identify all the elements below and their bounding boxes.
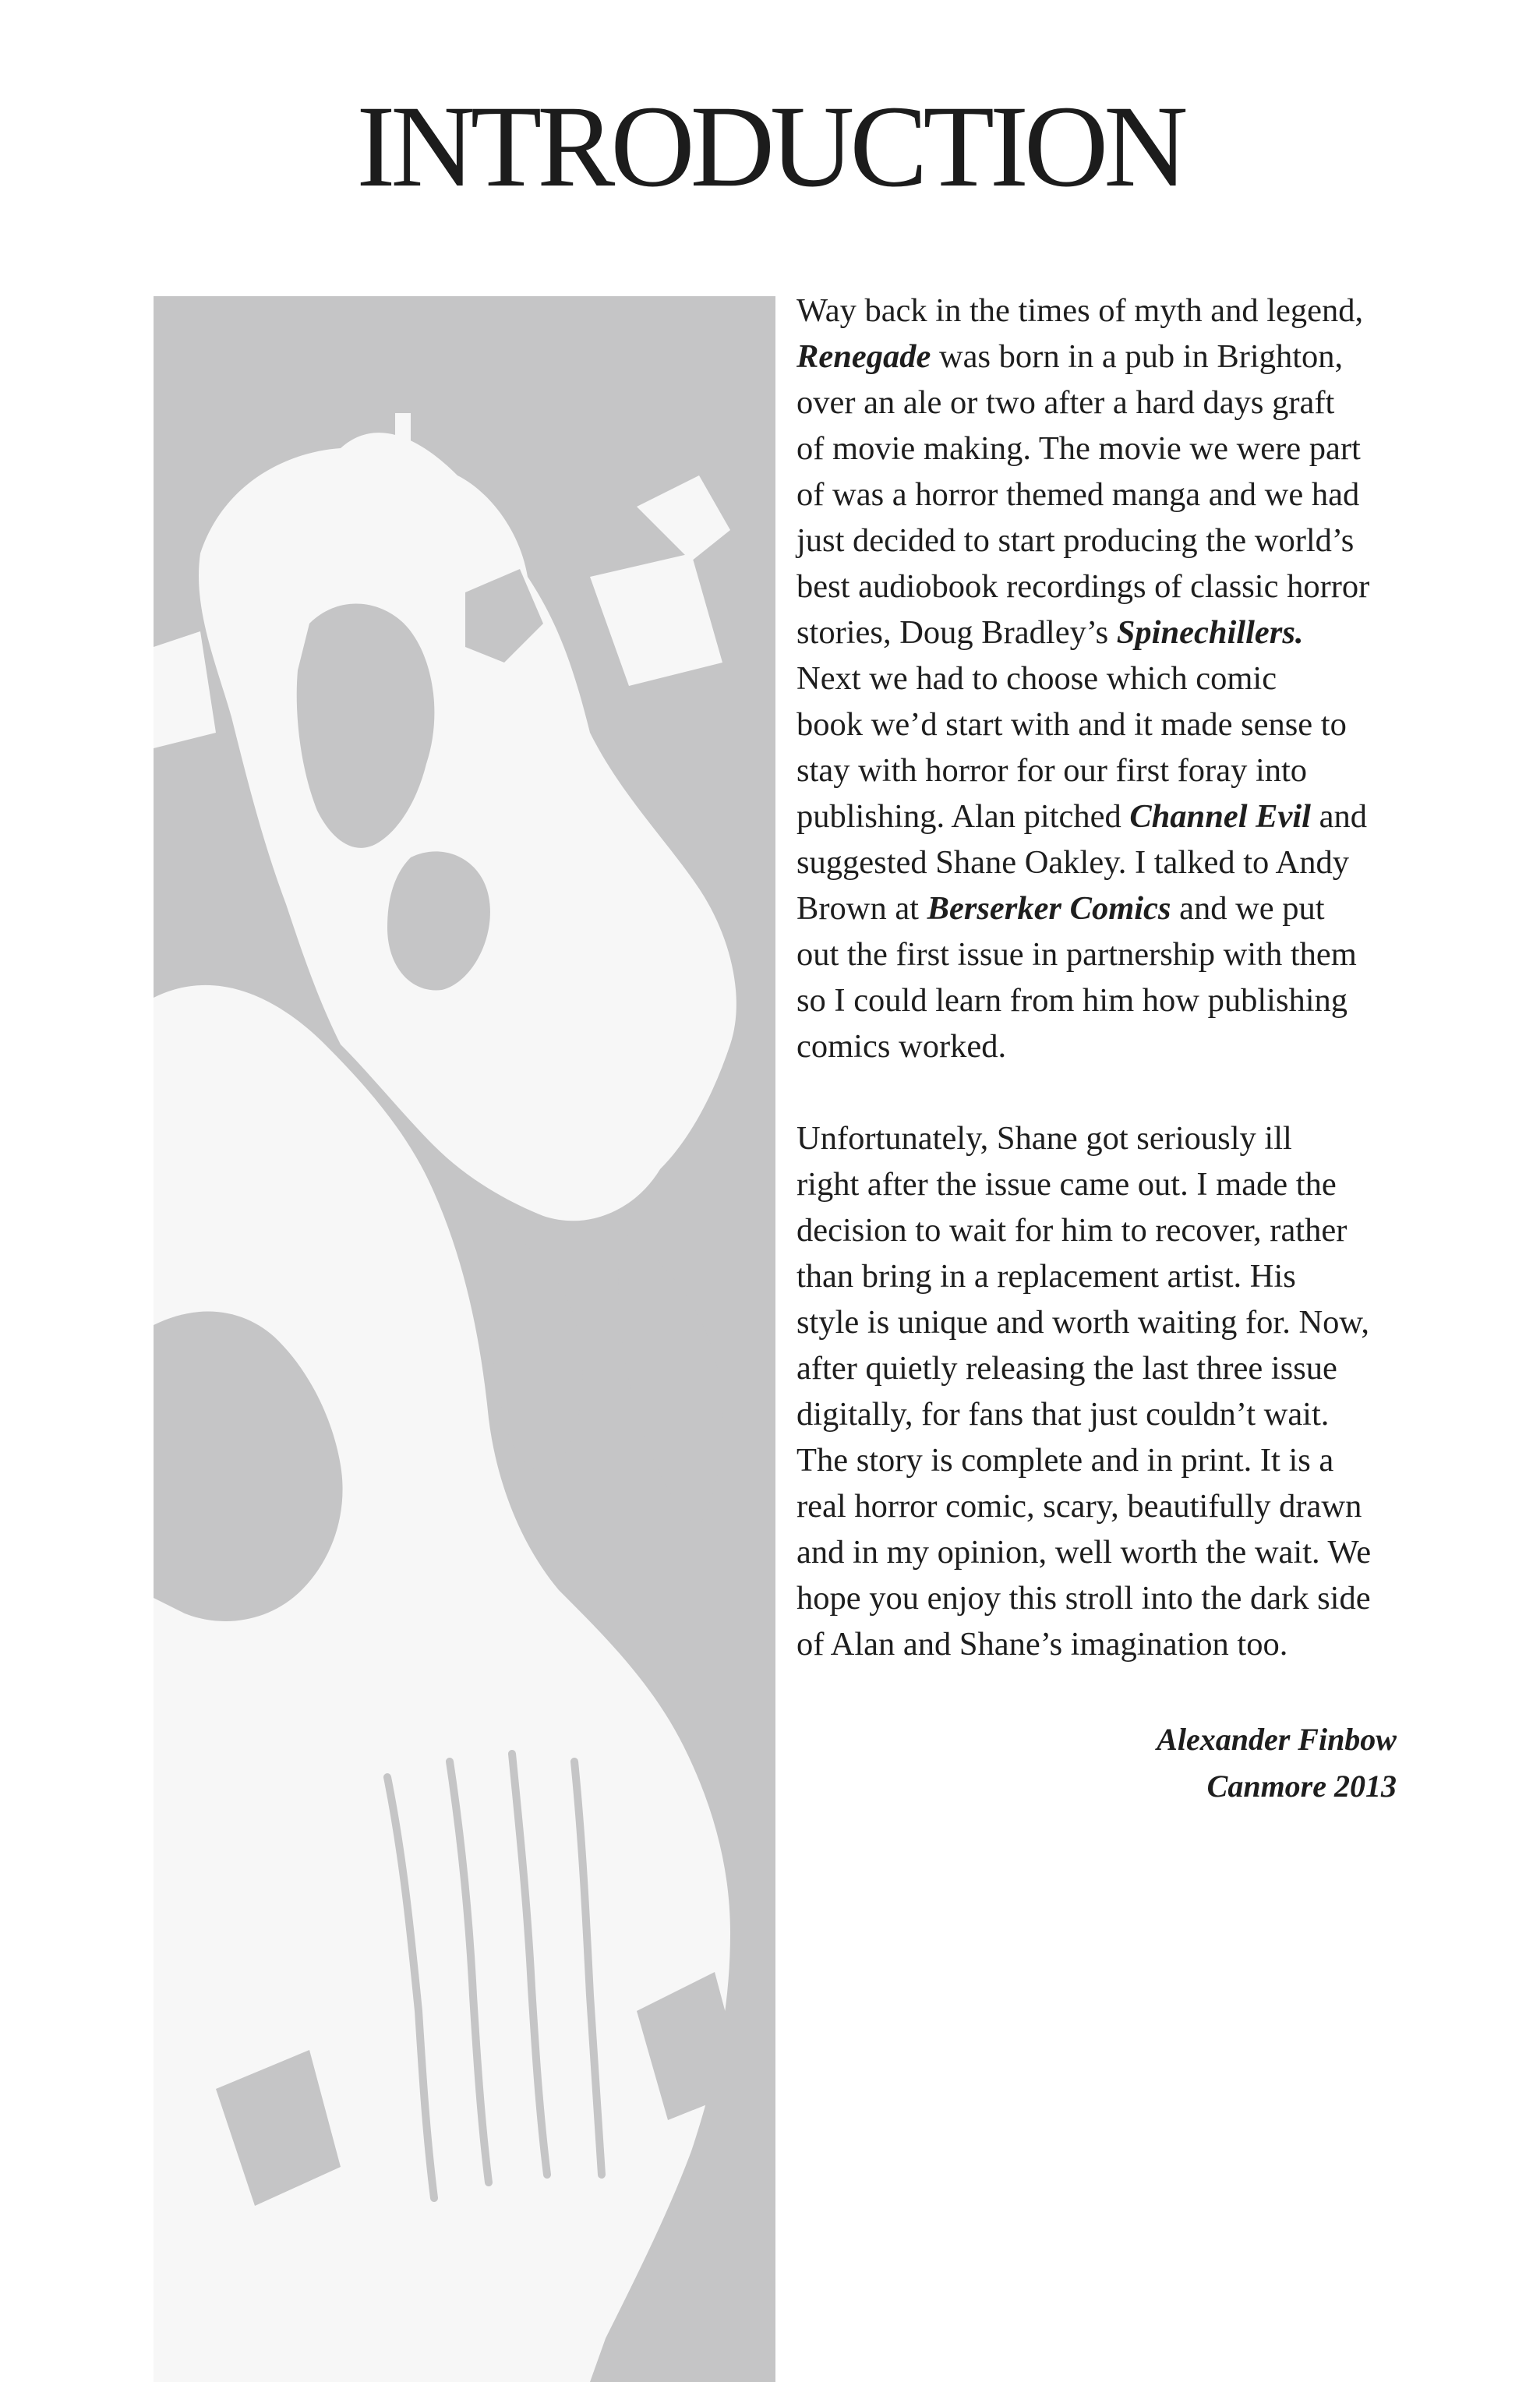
introduction-body — [796, 288, 1420, 1667]
page-title: INTRODUCTION — [356, 82, 1184, 211]
body-paragraph-2: Unfortunately, Shane got seriously ill right after the issue came out. I made the decision to wait for him to recover, rather than bring in a replacement artist. His style is unique and worth waiting for. Now, after quietly releasing the last three issue digitally, for fans that just couldn’t wait. The story is complete and in print. It is a real horror comic, scary, beautifully drawn and in my opinion, well worth the wait. We hope you enjoy this stroll into the dark side of Alan and Shane’s imagination too. — [796, 1120, 1372, 1663]
emphasized-title: Berserker Comics — [927, 890, 1171, 927]
art-shard — [395, 413, 411, 452]
art-shard — [154, 631, 216, 748]
signature-place-year: Canmore 2013 — [1206, 1769, 1397, 1804]
zombie-illustration — [154, 296, 775, 2382]
emphasized-title: Spinechillers. — [1116, 614, 1304, 651]
signature-block — [796, 1716, 1397, 1810]
zombie-clothing-shadow — [481, 1216, 582, 1472]
body-paragraph-1: Way back in the times of myth and legend, Renegade was born in a pub in Brighton, over an ale or two after a hard days graft of movie making. The movie we were part of was a horror themed manga and we had just decided to start producing the world’s best audiobook recordings of classic horror stories, Doug Bradley’s Spinechillers. Next we had to choose which comic book we’d start with and it made sense to stay with horror for our first foray into publishing. Alan pitched Channel Evil and suggested Shane Oakley. I talked to Andy Brown at Berserker Comics and we put out the first issue in partnership with them so I could learn from him how publishing comics worked. — [796, 292, 1370, 1065]
zombie-clothing-shadow — [618, 1232, 722, 1528]
art-shard — [590, 553, 722, 686]
emphasized-title: Renegade — [796, 338, 931, 375]
signature-name: Alexander Finbow — [1157, 1722, 1397, 1757]
zombie-torso-shape — [154, 985, 730, 2382]
emphasized-title: Channel Evil — [1129, 798, 1311, 835]
art-shard — [637, 475, 730, 561]
zombie-illustration-panel — [154, 296, 775, 2382]
